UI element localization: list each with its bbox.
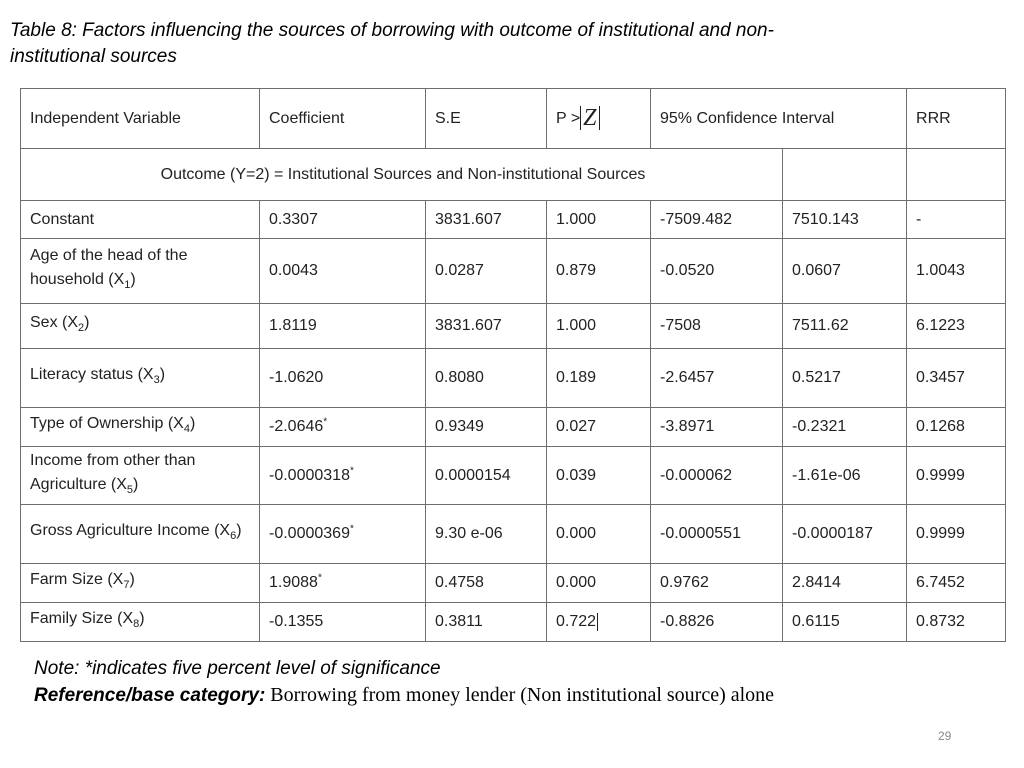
cell-rrr: 6.1223 <box>907 304 1006 349</box>
table-row <box>21 447 1006 505</box>
variable-name: Literacy status (X <box>30 366 154 384</box>
cell-rrr: 0.1268 <box>907 408 1006 447</box>
p-value: 0.027 <box>556 418 597 435</box>
cell-ci-high: 2.8414 <box>783 564 907 603</box>
p-value: 0.722 <box>556 613 597 630</box>
variable-subscript: 2 <box>78 322 85 335</box>
variable-name: Family Size (X <box>30 610 134 628</box>
coefficient-value: 1.8119 <box>269 317 317 334</box>
coefficient-value: -1.0620 <box>269 369 324 386</box>
table-row <box>21 201 1006 239</box>
cell-se: 3831.607 <box>426 201 547 239</box>
p-value: 0.000 <box>556 525 597 542</box>
table-title <box>10 18 1000 70</box>
p-value: 0.879 <box>556 262 597 279</box>
variable-name: Type of Ownership (X <box>30 415 184 433</box>
cell-se: 9.30 e-06 <box>426 505 547 564</box>
variable-subscript: 6 <box>230 530 237 543</box>
significance-star: * <box>323 416 328 428</box>
cell-p-value <box>547 564 651 603</box>
table-row <box>21 304 1006 349</box>
significance-star: * <box>349 523 354 535</box>
variable-subscript: 1 <box>124 279 131 292</box>
outcome-empty-cell-1 <box>783 149 907 201</box>
cell-rrr: 6.7452 <box>907 564 1006 603</box>
cell-variable <box>21 564 260 603</box>
page-number: 29 <box>938 729 952 743</box>
cell-rrr: 0.9999 <box>907 447 1006 505</box>
header-se: S.E <box>426 89 547 149</box>
variable-tail: ) <box>189 415 196 433</box>
cell-rrr: 0.3457 <box>907 349 1006 408</box>
table-row <box>21 505 1006 564</box>
cell-ci-high: -1.61e-06 <box>783 447 907 505</box>
cell-coefficient <box>260 304 426 349</box>
cell-variable <box>21 505 260 564</box>
p-value: 1.000 <box>556 210 597 228</box>
variable-subscript: 3 <box>153 374 160 387</box>
p-value: 0.189 <box>556 369 597 386</box>
significance-star: * <box>349 465 354 477</box>
p-value: 0.000 <box>556 574 597 591</box>
p-value: 0.039 <box>556 466 597 484</box>
variable-tail: ) <box>84 314 90 332</box>
header-p-value <box>547 89 651 149</box>
table-row <box>21 564 1006 603</box>
cell-p-value <box>547 603 651 642</box>
cell-se: 3831.607 <box>426 304 547 349</box>
header-coefficient: Coefficient <box>260 89 426 149</box>
cell-ci-low: -0.0520 <box>651 239 783 304</box>
cell-ci-low: -0.000062 <box>651 447 783 505</box>
variable-name: Sex (X <box>30 314 79 332</box>
variable-subscript: 7 <box>123 579 130 592</box>
cell-ci-low: -0.8826 <box>651 603 783 642</box>
table-body <box>21 201 1006 642</box>
variable-tail: ) <box>139 610 145 628</box>
cell-se: 0.9349 <box>426 408 547 447</box>
cell-variable <box>21 239 260 304</box>
note-reference <box>34 682 994 709</box>
variable-tail: ) <box>236 522 242 540</box>
cell-variable <box>21 349 260 408</box>
variable-tail: ) <box>159 366 166 384</box>
variable-name: Farm Size (X <box>30 571 124 589</box>
cell-rrr: 0.8732 <box>907 603 1006 642</box>
variable-tail: ) <box>130 271 136 289</box>
cell-ci-high: 7511.62 <box>783 304 907 349</box>
outcome-row <box>21 149 1006 201</box>
cell-ci-high: 0.0607 <box>783 239 907 304</box>
cell-se: 0.0287 <box>426 239 547 304</box>
note-reference-label: Reference/base category: <box>34 685 266 706</box>
note-significance: Note: *indicates five percent level of significance <box>34 658 441 679</box>
cell-variable <box>21 447 260 505</box>
variable-name: Income from other than Agriculture (X <box>30 451 196 493</box>
cell-ci-low: -2.6457 <box>651 349 783 408</box>
variable-name: Age of the head of the household (X <box>30 247 188 289</box>
table-row <box>21 603 1006 642</box>
cell-p-value <box>547 201 651 239</box>
variable-subscript: 8 <box>133 618 140 631</box>
variable-tail: ) <box>133 475 139 493</box>
cell-p-value <box>547 239 651 304</box>
p-prefix: P > <box>556 109 581 127</box>
cell-ci-high: 7510.143 <box>783 201 907 239</box>
table-row <box>21 349 1006 408</box>
cell-variable <box>21 304 260 349</box>
coefficient-value: -2.0646 <box>269 418 324 435</box>
cell-ci-high: 0.5217 <box>783 349 907 408</box>
cell-rrr: - <box>907 201 1006 239</box>
header-row <box>21 89 1006 149</box>
header-confidence-interval: 95% Confidence Interval <box>651 89 907 149</box>
cell-p-value <box>547 408 651 447</box>
cell-ci-low: -3.8971 <box>651 408 783 447</box>
text-cursor <box>597 613 598 631</box>
cell-ci-high: -0.2321 <box>783 408 907 447</box>
coefficient-value: 0.3307 <box>269 210 318 228</box>
cell-ci-low: 0.9762 <box>651 564 783 603</box>
coefficient-value: -0.1355 <box>269 613 324 630</box>
outcome-empty-cell-2 <box>907 149 1006 201</box>
header-independent-variable: Independent Variable <box>21 89 260 149</box>
cell-coefficient <box>260 349 426 408</box>
variable-name: Gross Agriculture Income (X <box>30 522 231 540</box>
variable-subscript: 5 <box>126 484 134 497</box>
cell-ci-low: -7509.482 <box>651 201 783 239</box>
coefficient-value: -0.0000369 <box>269 525 350 542</box>
cell-coefficient <box>260 408 426 447</box>
significance-star: * <box>317 572 322 584</box>
cell-ci-low: -7508 <box>651 304 783 349</box>
variable-tail: ) <box>129 571 135 589</box>
cell-coefficient <box>260 201 426 239</box>
table-note <box>34 655 994 709</box>
title-line-1: Table 8: Factors influencing the sources of borrowing with outcome of institutional and non- <box>10 20 774 41</box>
note-reference-text: Borrowing from money lender (Non institutional source) alone <box>265 684 775 706</box>
p-value: 1.000 <box>556 317 597 334</box>
header-rrr: RRR <box>907 89 1006 149</box>
coefficient-value: 1.9088 <box>269 574 318 591</box>
cell-coefficient <box>260 447 426 505</box>
cell-se: 0.8080 <box>426 349 547 408</box>
variable-name: Constant <box>30 210 95 228</box>
cell-ci-low: -0.0000551 <box>651 505 783 564</box>
cell-se: 0.3811 <box>426 603 547 642</box>
cell-rrr: 1.0043 <box>907 239 1006 304</box>
cell-p-value <box>547 349 651 408</box>
cell-variable <box>21 408 260 447</box>
outcome-label: Outcome (Y=2) = Institutional Sources and Non-institutional Sources <box>21 149 783 201</box>
cell-ci-high: 0.6115 <box>783 603 907 642</box>
title-line-2: institutional sources <box>10 46 177 67</box>
cell-variable <box>21 201 260 239</box>
coefficient-value: 0.0043 <box>269 262 318 279</box>
cell-coefficient <box>260 603 426 642</box>
regression-table <box>20 88 1006 642</box>
cell-p-value <box>547 447 651 505</box>
cell-coefficient <box>260 564 426 603</box>
coefficient-value: -0.0000318 <box>269 466 350 484</box>
cell-ci-high: -0.0000187 <box>783 505 907 564</box>
table-row <box>21 408 1006 447</box>
cell-se: 0.0000154 <box>426 447 547 505</box>
cell-p-value <box>547 304 651 349</box>
p-symbol: Z <box>583 105 597 132</box>
cell-se: 0.4758 <box>426 564 547 603</box>
table-row <box>21 239 1006 304</box>
cell-coefficient <box>260 239 426 304</box>
cell-rrr: 0.9999 <box>907 505 1006 564</box>
cell-variable <box>21 603 260 642</box>
cell-coefficient <box>260 505 426 564</box>
cell-p-value <box>547 505 651 564</box>
variable-subscript: 4 <box>183 423 190 436</box>
